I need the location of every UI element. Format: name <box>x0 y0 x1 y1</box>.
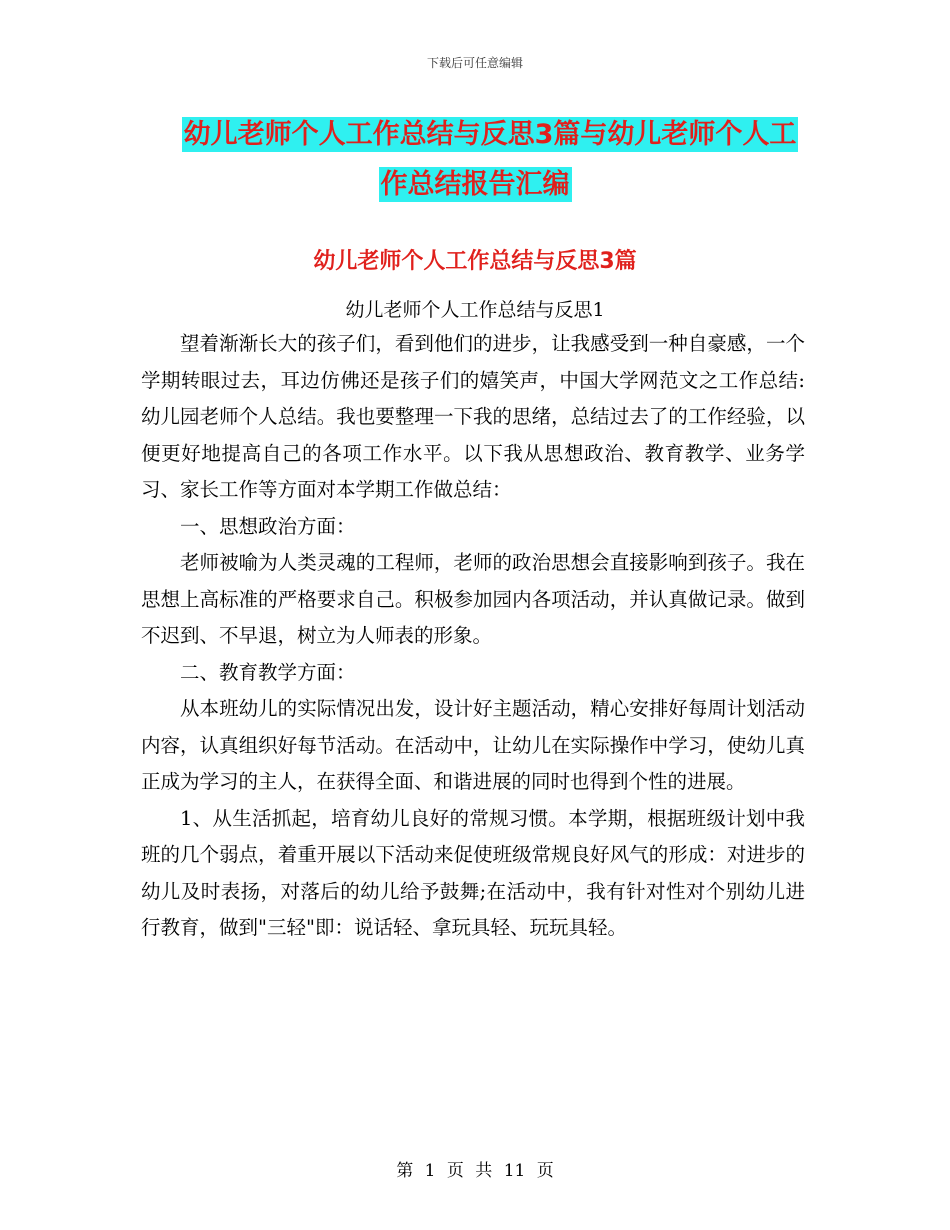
paragraph-heading: 二、教育教学方面： <box>180 660 356 684</box>
paragraph: 望着渐渐长大的孩子们，看到他们的进步，让我感受到一种自豪感，一个学期转眼过去，耳边仿佛还是孩子们的嬉笑声，中国大学网范文之工作总结:幼儿园老师个人总结。我也要整理一下我的思绪，总结过去了的工作经验，以便更好地提高自己的各项工作水平。以下我从思想政治、教育教学、业务学习、家长工作等方面对本学期工作做总结： <box>141 332 805 501</box>
paragraph: 老师被喻为人类灵魂的工程师，老师的政治思想会直接影响到孩子。我在思想上高标准的严格要求自己。积极参加园内各项活动，并认真做记录。做到不迟到、不早退，树立为人师表的形象。 <box>141 551 805 647</box>
header-note: 下载后可任意编辑 <box>426 56 523 70</box>
document-title-line-1: 幼儿老师个人工作总结与反思3篇与幼儿老师个人工 <box>183 119 797 150</box>
body-text <box>141 326 805 947</box>
page-footer: 第 1 页 共 11 页 <box>396 1161 554 1181</box>
sub-title: 幼儿老师个人工作总结与反思1 <box>345 299 605 321</box>
paragraph-heading: 一、思想政治方面： <box>180 514 356 538</box>
paragraph: 从本班幼儿的实际情况出发，设计好主题活动，精心安排好每周计划活动内容，认真组织好每节活动。在活动中，让幼儿在实际操作中学习，使幼儿真正成为学习的主人，在获得全面、和谐进展的同时也得到个性的进展。 <box>141 697 805 793</box>
section-title: 幼儿老师个人工作总结与反思3篇 <box>313 249 637 274</box>
paragraph: 1、从生活抓起，培育幼儿良好的常规习惯。本学期，根据班级计划中我班的几个弱点，着重开展以下活动来促使班级常规良好风气的形成：对进步的幼儿及时表扬，对落后的幼儿给予鼓舞;在活动中，我有针对性对个别幼儿进行教育，做到"三轻"即：说话轻、拿玩具轻、玩玩具轻。 <box>141 806 805 939</box>
document-title <box>0 110 950 210</box>
document-title-line-2: 作总结报告汇编 <box>380 169 570 200</box>
